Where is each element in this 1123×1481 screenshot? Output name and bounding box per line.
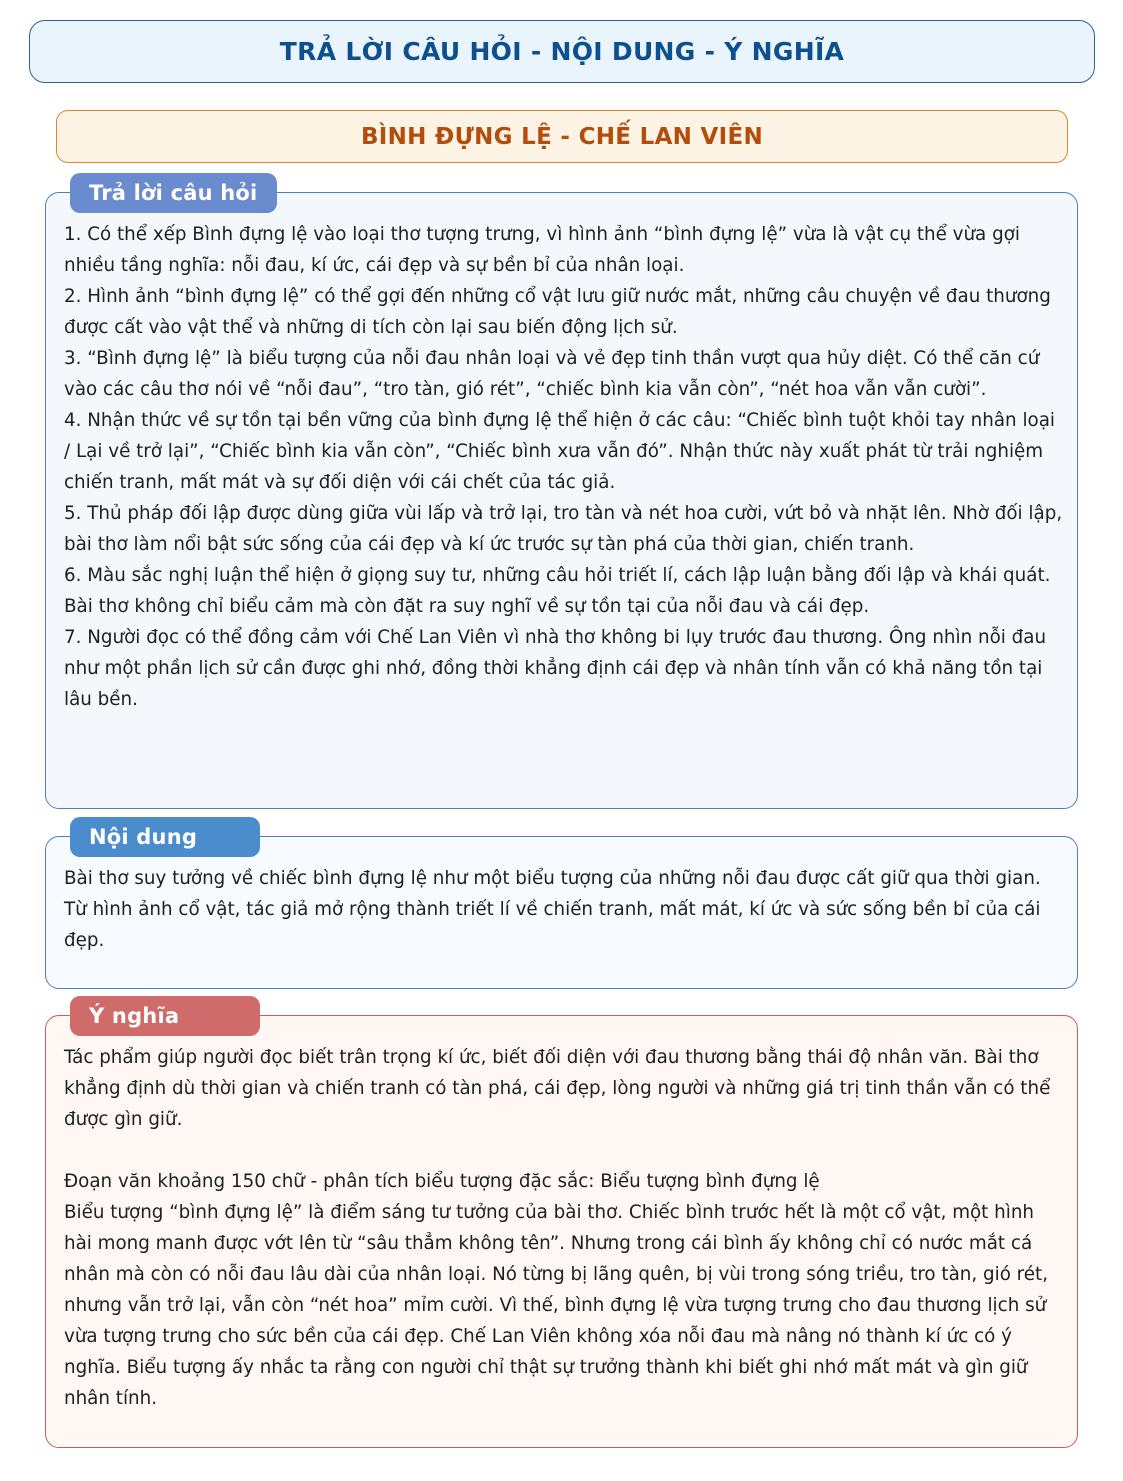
answer-item: 5. Thủ pháp đối lập được dùng giữa vùi lấp và trở lại, tro tàn và nét hoa cười, vứt bỏ và nhặt lên. Nhờ đối lập, bài thơ làm nổi bật sức sống của cái đẹp và kí ức trước sự tàn phá của thời gian, chiến tranh.: [64, 503, 1063, 555]
answer-item: 7. Người đọc có thể đồng cảm với Chế Lan Viên vì nhà thơ không bi lụy trước đau thương. Ông nhìn nỗi đau như một phần lịch sử cần được ghi nhớ, đồng thời khẳng định cái đẹp và nhân tính vẫn có khả năng tồn tại lâu bền.: [64, 627, 1047, 710]
content-paragraph: Bài thơ suy tưởng về chiếc bình đựng lệ như một biểu tượng của những nỗi đau được cất giữ qua thời gian. Từ hình ảnh cổ vật, tác giả mở rộng thành triết lí về chiến tranh, mất mát, kí ức và sức sống bền bỉ của cái đẹp.: [64, 868, 1041, 951]
page-title: TRẢ LỜI CÂU HỎI - NỘI DUNG - Ý NGHĨA: [29, 20, 1095, 83]
answer-item: 2. Hình ảnh “bình đựng lệ” có thể gợi đến những cổ vật lưu giữ nước mắt, những câu chuyện về đau thương được cất vào vật thể và những di tích còn lại sau biến động lịch sử.: [64, 286, 1051, 338]
meaning-paragraph: Tác phẩm giúp người đọc biết trân trọng kí ức, biết đối diện với đau thương bằng thái độ nhân văn. Bài thơ khẳng định dù thời gian và chiến tranh có tàn phá, cái đẹp, lòng người và những giá trị tinh thần vẫn có thể được gìn giữ.: [64, 1047, 1051, 1130]
answer-item: 3. “Bình đựng lệ” là biểu tượng của nỗi đau nhân loại và vẻ đẹp tinh thần vượt qua hủy diệt. Có thể căn cứ vào các câu thơ nói về “nỗi đau”, “tro tàn, gió rét”, “chiếc bình kia vẫn còn”, “nét hoa vẫn vẫn cười”.: [64, 348, 1040, 400]
meaning-tag: Ý nghĩa: [70, 996, 260, 1036]
content-tag: Nội dung: [70, 817, 260, 857]
poem-title: BÌNH ĐỰNG LỆ - CHẾ LAN VIÊN: [56, 110, 1068, 163]
meaning-text: [64, 1042, 1064, 1414]
content-text: [64, 863, 1064, 956]
answer-item: 1. Có thể xếp Bình đựng lệ vào loại thơ tượng trưng, vì hình ảnh “bình đựng lệ” vừa là vật cụ thể vừa gợi nhiều tầng nghĩa: nỗi đau, kí ức, cái đẹp và sự bền bỉ của nhân loại.: [64, 224, 1020, 276]
paragraph-gap: [64, 1135, 1064, 1166]
answers-tag: Trả lời câu hỏi: [70, 173, 277, 213]
essay-paragraph: Biểu tượng “bình đựng lệ” là điểm sáng tư tưởng của bài thơ. Chiếc bình trước hết là một cổ vật, một hình hài mong manh được vớt lên từ “sâu thẳm không tên”. Nhưng trong cái bình ấy không chỉ có nước mắt cá nhân mà còn có nỗi đau lâu dài của nhân loại. Nó từng bị lãng quên, bị vùi trong sóng triều, tro tàn, gió rét, nhưng vẫn trở lại, vẫn còn “nét hoa” mỉm cười. Vì thế, bình đựng lệ vừa tượng trưng cho đau thương lịch sử vừa tượng trưng cho sức bền của cái đẹp. Chế Lan Viên không xóa nỗi đau mà nâng nó thành kí ức có ý nghĩa. Biểu tượng ấy nhắc ta rằng con người chỉ thật sự trưởng thành khi biết ghi nhớ mất mát và gìn giữ nhân tính.: [64, 1202, 1049, 1409]
answer-item: 4. Nhận thức về sự tồn tại bền vững của bình đựng lệ thể hiện ở các câu: “Chiếc bình tuột khỏi tay nhân loại / Lại về trở lại”, “Chiếc bình kia vẫn còn”, “Chiếc bình xưa vẫn đó”. Nhận thức này xuất phát từ trải nghiệm chiến tranh, mất mát và sự đối diện với cái chết của tác giả.: [64, 410, 1055, 493]
answer-item: 6. Màu sắc nghị luận thể hiện ở giọng suy tư, những câu hỏi triết lí, cách lập luận bằng đối lập và khái quát. Bài thơ không chỉ biểu cảm mà còn đặt ra suy nghĩ về sự tồn tại của nỗi đau và cái đẹp.: [64, 565, 1051, 617]
answers-list: [64, 219, 1064, 715]
essay-heading: Đoạn văn khoảng 150 chữ - phân tích biểu tượng đặc sắc: Biểu tượng bình đựng lệ: [64, 1171, 820, 1192]
